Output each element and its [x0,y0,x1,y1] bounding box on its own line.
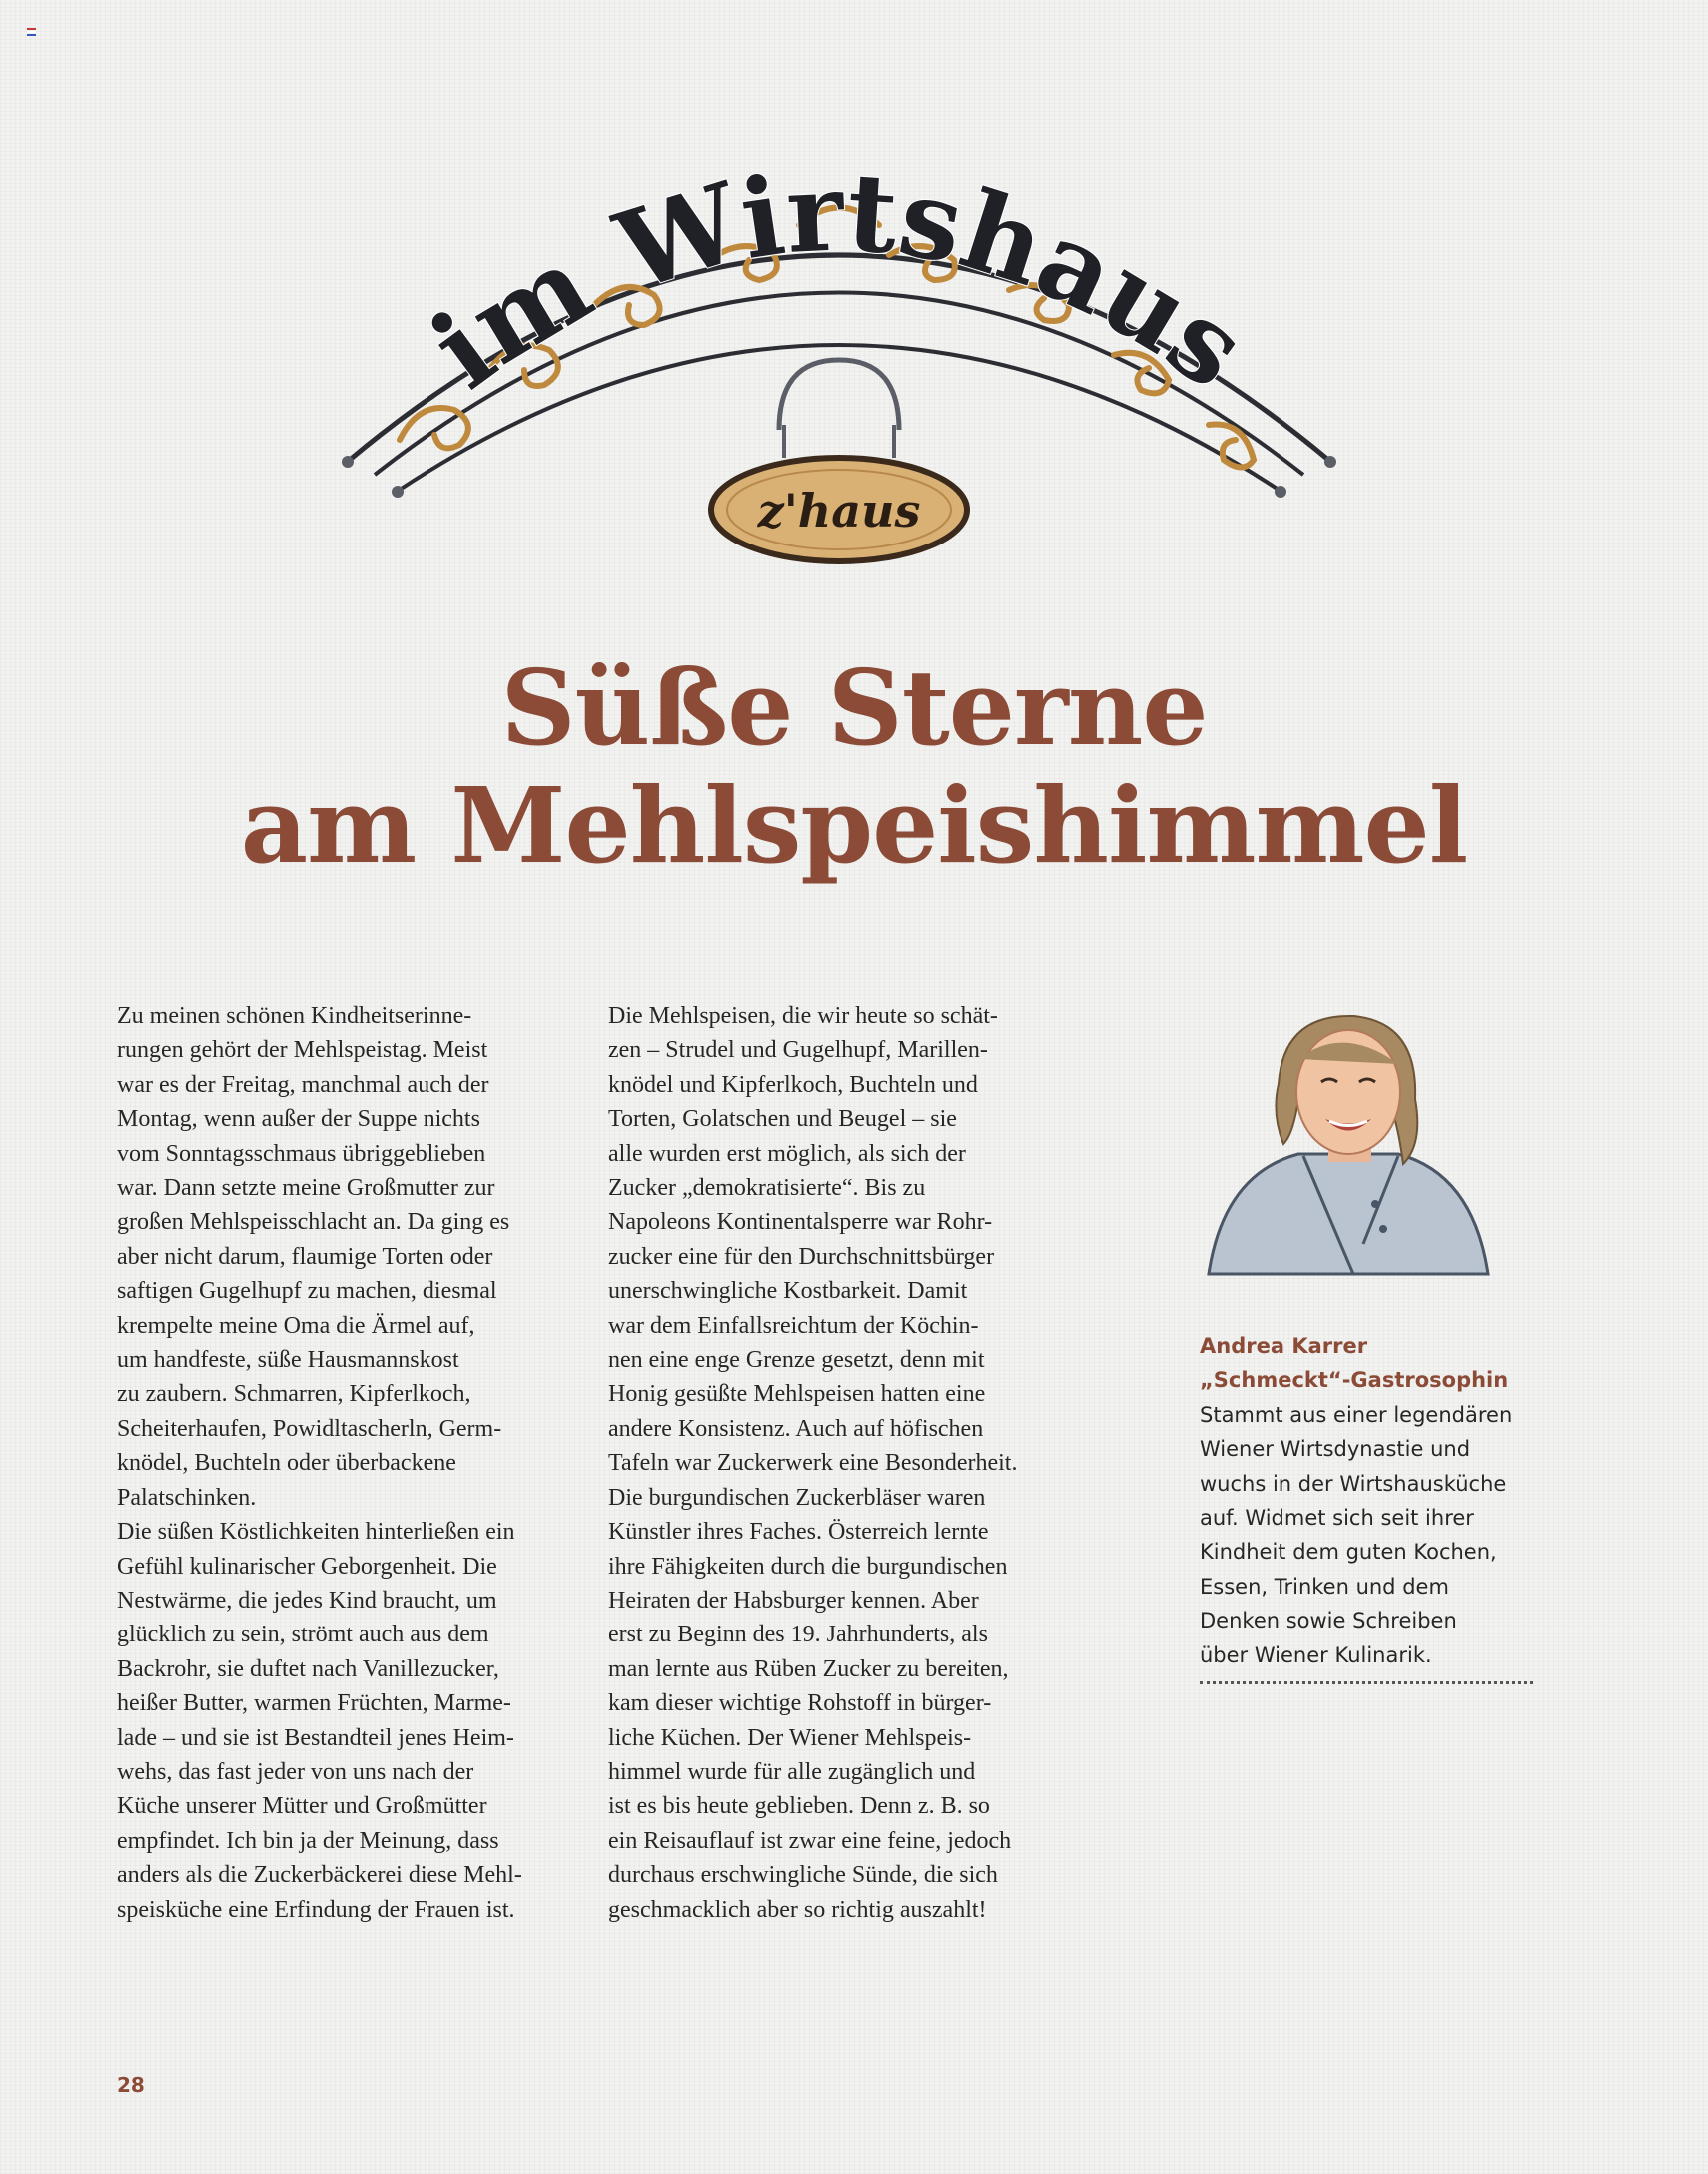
bio-line: wuchs in der Wirtshausküche [1200,1471,1507,1496]
text-line: Montag, wenn außer der Suppe nichts [117,1106,480,1133]
author-role: „Schmeckt“-Gastrosophin [1200,1368,1509,1393]
sign-text: z'haus [757,484,921,538]
text-line: war. Dann setzte meine Großmutter zur [117,1175,495,1202]
bio-line: Kindheit dem guten Kochen, [1200,1540,1497,1565]
text-line: ein Reisauflauf ist zwar eine feine, jedoch [608,1827,1012,1854]
text-line: Honig gesüßte Mehlspeisen hatten eine [608,1381,986,1408]
text-line: Scheiterhaufen, Powidltascherln, Germ- [117,1415,502,1442]
text-line: geschmacklich aber so richtig auszahlt! [608,1896,987,1923]
bio-line: Wiener Wirtsdynastie und [1200,1437,1471,1462]
text-line: unerschwingliche Kostbarkeit. Damit [608,1278,968,1305]
text-line: heißer Butter, warmen Früchten, Marme- [117,1690,511,1717]
text-line: nen eine enge Grenze gesetzt, denn mit [608,1347,985,1374]
text-line: wehs, das fast jeder von uns nach der [117,1758,474,1785]
text-line: himmel wurde für alle zugänglich und [608,1758,976,1785]
text-line: Gefühl kulinarischer Geborgenheit. Die [117,1553,497,1580]
text-line: speisküche eine Erfindung der Frauen ist. [117,1896,515,1923]
text-line: liche Küchen. Der Wiener Mehlspeis- [608,1724,972,1751]
title-line: am Mehlspeishimmel [240,764,1468,887]
text-line: andere Konsistenz. Auch auf höfischen [608,1415,984,1442]
title-line: Süße Sterne [500,646,1208,769]
text-line: war dem Einfallsreichtum der Köchin- [608,1312,979,1339]
text-line: Tafeln war Zuckerwerk eine Besonderheit. [608,1450,1018,1477]
text-line: zucker eine für den Durchschnittsbürger [608,1243,995,1270]
text-line: krempelte meine Oma die Ärmel auf, [117,1312,475,1339]
bio-line: Essen, Trinken und dem [1200,1574,1449,1599]
logo-wordmark: im Wirtshaus [410,149,1269,414]
text-line: Torten, Golatschen und Beugel – sie [608,1106,957,1133]
text-line: Künstler ihres Faches. Österreich lernte [608,1519,989,1546]
body-paragraph [117,999,586,1927]
text-line: zen – Strudel und Gugelhupf, Marillen- [608,1037,988,1064]
bio-dotted-divider [1200,1681,1533,1684]
text-line: rungen gehört der Mehlspeistag. Meist [117,1037,488,1064]
text-line: alle wurden erst möglich, als sich der [608,1140,966,1167]
sign-hanger [779,360,899,430]
body-paragraph [608,999,1078,1927]
text-line: glücklich zu sein, strömt auch aus dem [117,1622,489,1648]
author-portrait [1204,1004,1493,1294]
text-line: aber nicht darum, flaumige Torten oder [117,1243,493,1270]
text-line: Die süßen Köstlichkeiten hinterließen ein [117,1519,515,1546]
text-line: anders als die Zuckerbäckerei diese Mehl- [117,1862,522,1889]
text-line: knödel, Buchteln oder überbackene [117,1450,456,1477]
text-line: Zucker „demokratisierte“. Bis zu [608,1175,926,1202]
body-column-1 [117,999,586,1927]
text-line: war es der Freitag, manchmal auch der [117,1071,489,1098]
text-line: saftigen Gugelhupf zu machen, diesmal [117,1278,497,1305]
text-line: zu zaubern. Schmarren, Kipferlkoch, [117,1381,471,1408]
text-line: Palatschinken. [117,1484,257,1511]
author-bio [1200,1329,1539,1672]
bio-line: Denken sowie Schreiben [1200,1609,1457,1633]
text-line: lade – und sie ist Bestandteil jenes Heim- [117,1724,514,1751]
text-line: Die Mehlspeisen, die wir heute so schät- [608,1003,998,1029]
text-line: um handfeste, süße Hausmannskost [117,1347,459,1374]
text-line: Zu meinen schönen Kindheitserinne- [117,1003,472,1029]
text-line: ist es bis heute geblieben. Denn z. B. so [608,1793,990,1820]
text-line: Heiraten der Habsburger kennen. Aber [608,1587,979,1614]
author-name: Andrea Karrer [1200,1334,1368,1358]
text-line: Die burgundischen Zuckerbläser waren [608,1484,986,1511]
text-line: kam dieser wichtige Rohstoff in bürger- [608,1690,992,1717]
text-line: durchaus erschwingliche Sünde, die sich [608,1862,998,1889]
bio-line: auf. Widmet sich seit ihrer [1200,1506,1474,1531]
text-line: vom Sonntagsschmaus übriggeblieben [117,1140,486,1167]
text-line: Napoleons Kontinentalsperre war Rohr- [608,1209,993,1236]
text-line: Nestwärme, die jedes Kind braucht, um [117,1587,497,1614]
bio-line: über Wiener Kulinarik. [1200,1642,1432,1667]
corner-flag-mark [27,28,36,35]
bio-line: Stammt aus einer legendären [1200,1402,1513,1427]
text-line: man lernte aus Rüben Zucker zu bereiten, [608,1655,1009,1682]
body-column-2 [608,999,1078,1927]
text-line: ihre Fähigkeiten durch die burgundischen [608,1553,1008,1580]
text-line: empfindet. Ich bin ja der Meinung, dass [117,1827,499,1854]
article-title [0,646,1708,887]
page-number: 28 [117,2073,145,2097]
text-line: Backrohr, sie duftet nach Vanillezucker, [117,1655,499,1682]
text-line: großen Mehlspeisschlacht an. Da ging es [117,1209,510,1236]
wirtshaus-logo [330,140,1348,579]
text-line: knödel und Kipferlkoch, Buchteln und [608,1071,978,1098]
chef-jacket [1209,1154,1488,1274]
text-line: erst zu Beginn des 19. Jahrhunderts, als [608,1622,988,1648]
text-line: Küche unserer Mütter und Großmütter [117,1793,487,1820]
